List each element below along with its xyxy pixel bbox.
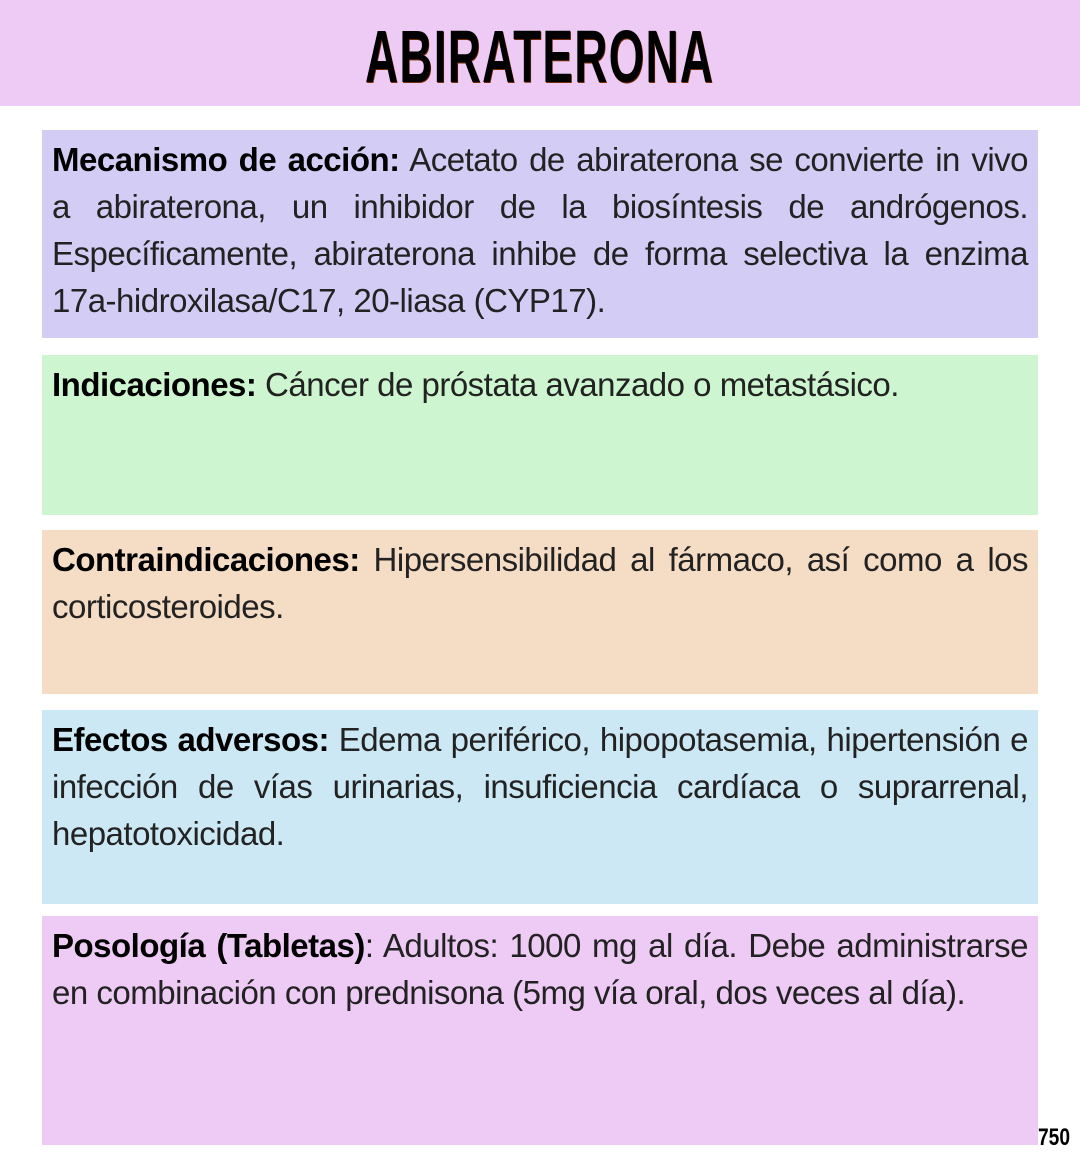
section-indicaciones-paragraph [52, 361, 1028, 408]
title-banner [0, 0, 1080, 106]
section-efectos-adversos-paragraph [52, 716, 1028, 857]
section-posologia [42, 916, 1038, 1145]
section-indicaciones-text: Cáncer de próstata avanzado o metastásico. [256, 366, 899, 403]
section-mecanismo-text: Acetato de abiraterona se convierte in vivo a abiraterona, un inhibidor de la biosíntesis de andrógenos. Específicamente, abiraterona inhibe de forma selectiva la enzima 17a-hidroxilasa/C17, 20-liasa (CYP17). [52, 141, 1029, 319]
section-indicaciones [42, 355, 1038, 515]
section-mecanismo [42, 130, 1038, 338]
section-indicaciones-label: Indicaciones: [52, 366, 257, 403]
section-contraindicaciones-label: Contraindicaciones: [52, 541, 360, 578]
section-posologia-text: : Adultos: 1000 mg al día. Debe administrarse en combinación con prednisona (5mg vía oral, dos veces al día). [52, 927, 1028, 1011]
section-efectos-adversos [42, 710, 1038, 904]
section-efectos-adversos-text: Edema periférico, hipopotasemia, hipertensión e infección de vías urinarias, insuficiencia cardíaca o suprarrenal, hepatotoxicidad. [52, 721, 1028, 852]
section-mecanismo-label: Mecanismo de acción: [52, 141, 400, 178]
section-posologia-label: Posología (Tabletas) [52, 927, 365, 964]
page-number: 750 [1038, 1124, 1071, 1151]
section-contraindicaciones [42, 530, 1038, 694]
section-efectos-adversos-label: Efectos adversos: [52, 721, 329, 758]
section-posologia-paragraph [52, 922, 1028, 1016]
page-title: ABIRATERONA [365, 14, 715, 98]
section-contraindicaciones-paragraph [52, 536, 1028, 630]
section-contraindicaciones-text: Hipersensibilidad al fármaco, así como a los corticosteroides. [52, 541, 1028, 625]
section-mecanismo-paragraph [52, 136, 1028, 324]
